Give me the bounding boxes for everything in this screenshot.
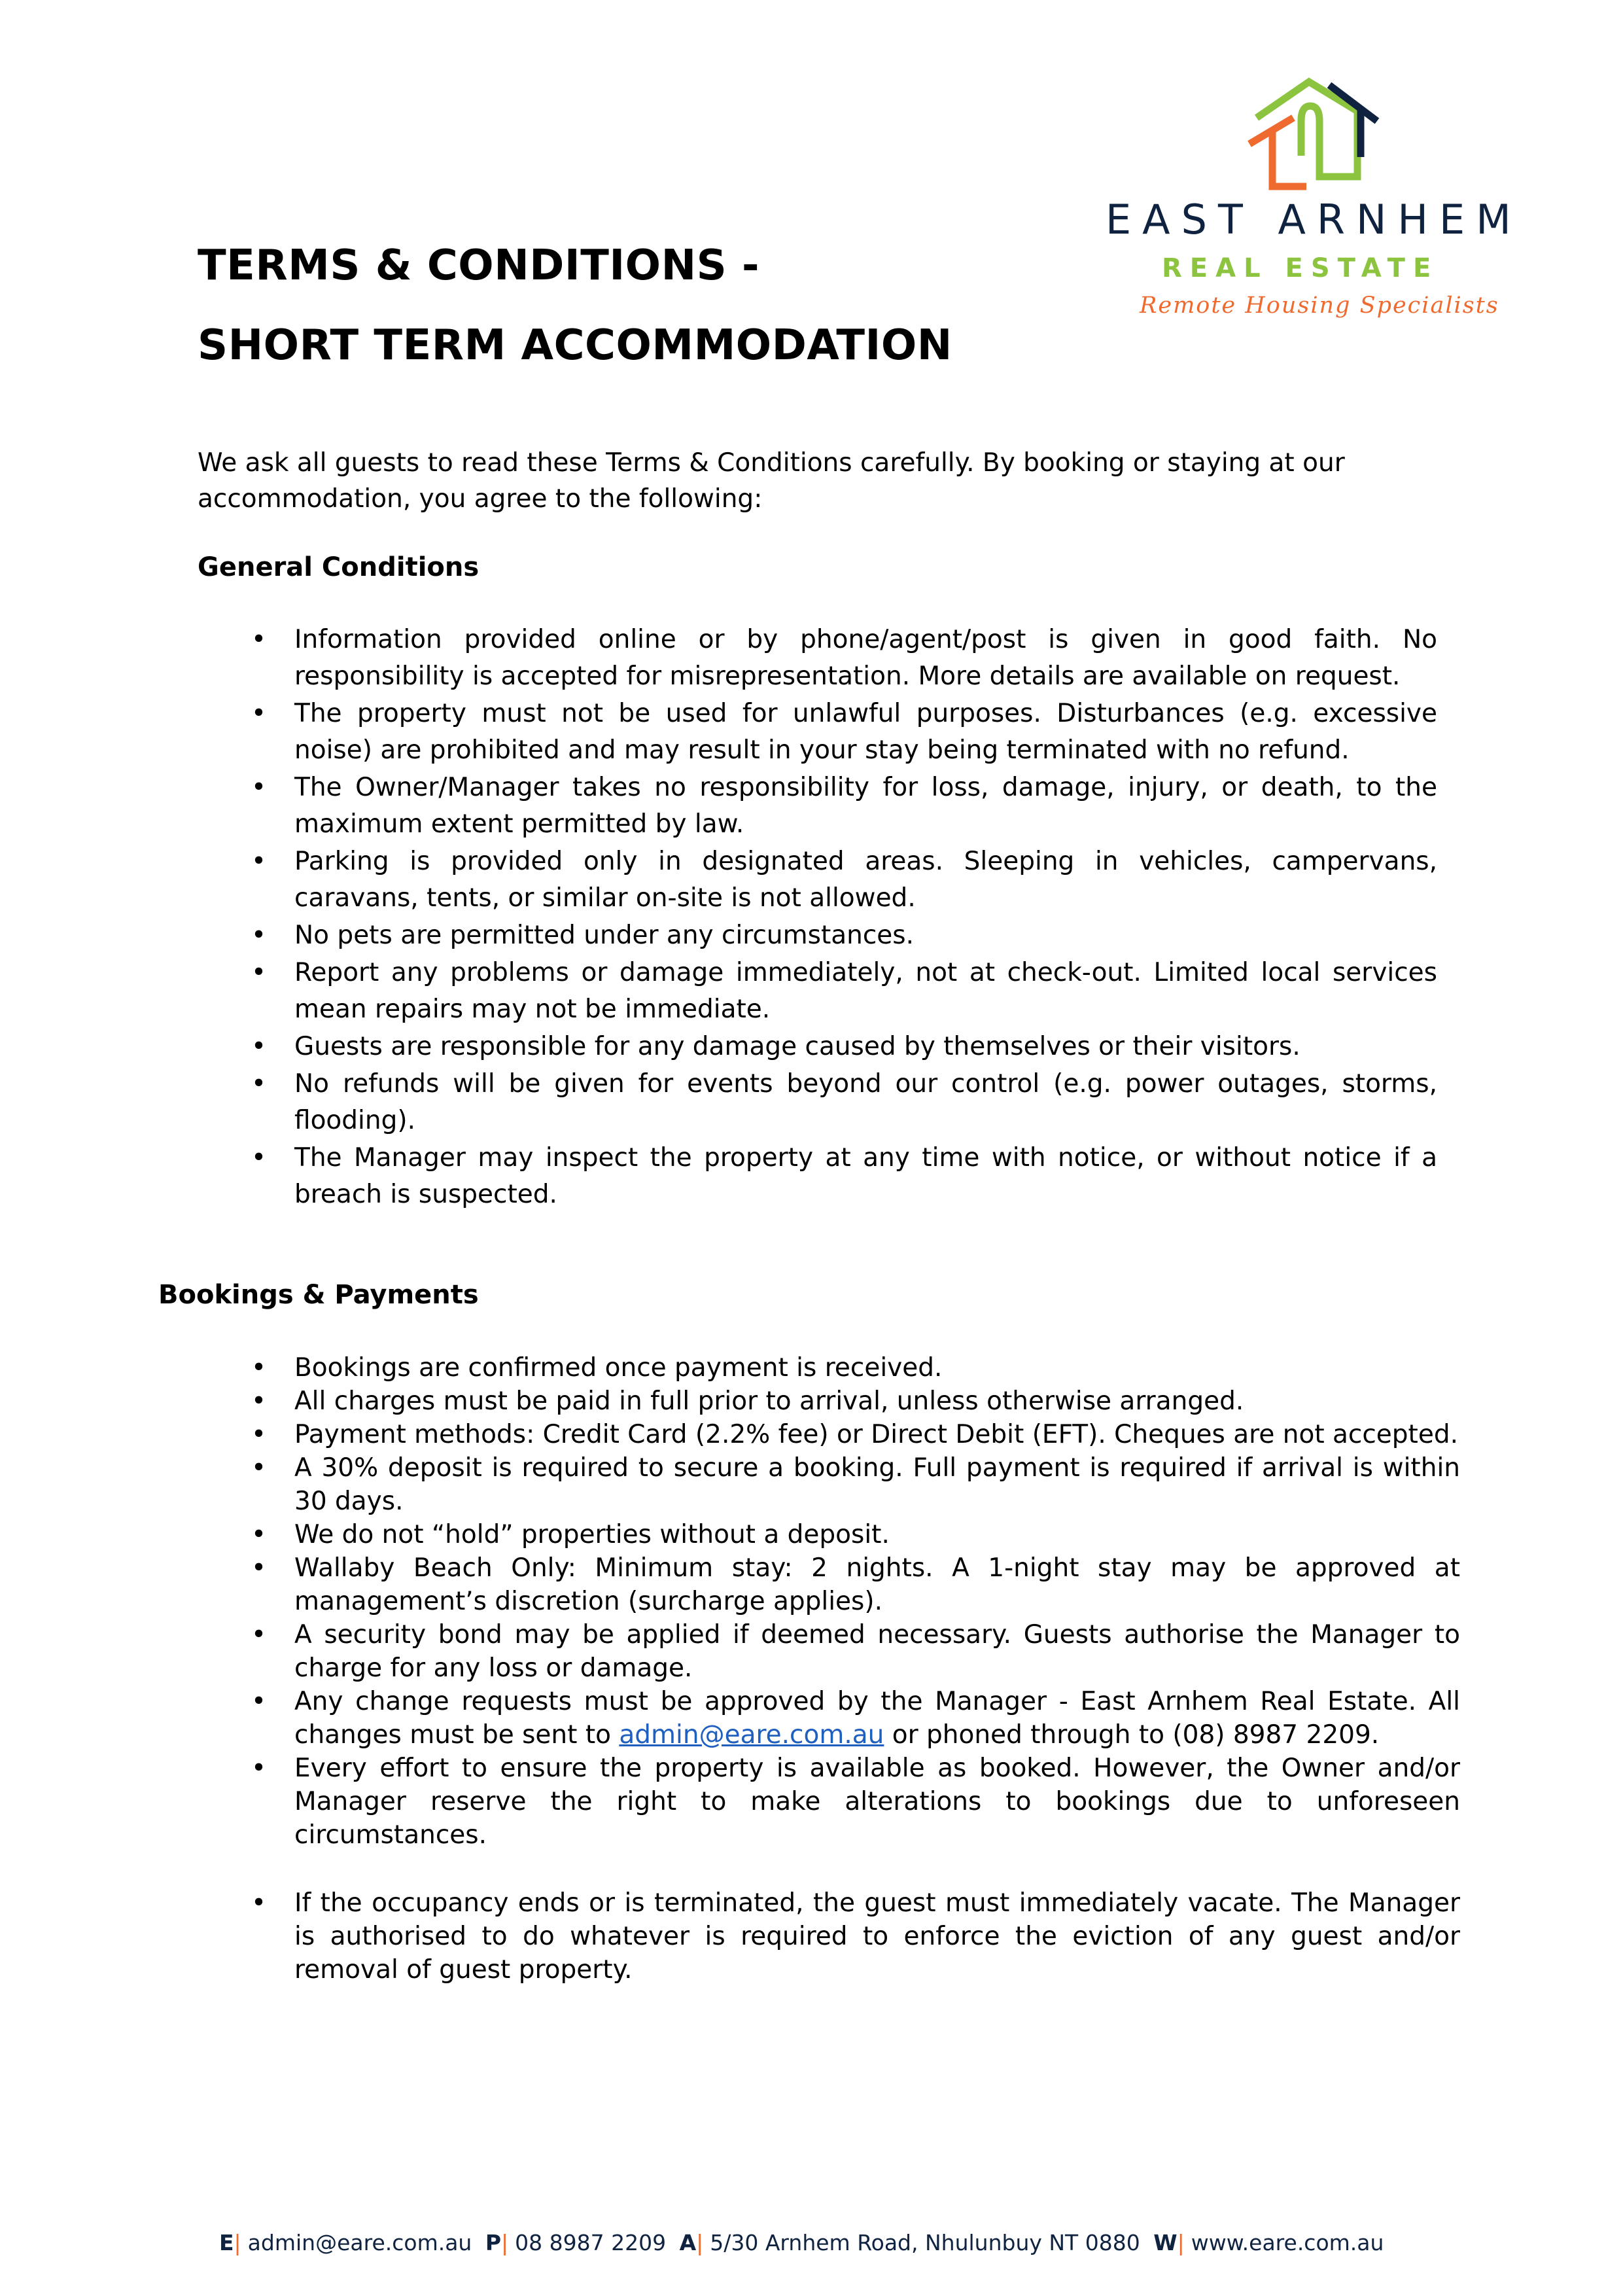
list-item-text: Any change requests must be approved by the Manager - East Arnhem Real Estate. All changes must be sent to xyxy=(294,1687,1460,1750)
list-item-text: Bookings are confirmed once payment is received. xyxy=(294,1353,943,1383)
footer-website[interactable]: www.eare.com.au xyxy=(1191,2230,1384,2255)
list-item-text: No pets are permitted under any circumstances. xyxy=(294,921,915,950)
list-item xyxy=(198,622,1437,695)
bullet-icon: • xyxy=(251,1888,267,1918)
company-logo xyxy=(1106,65,1537,334)
list-item-text: No refunds will be given for events beyond our control (e.g. power outages, storms, flooding). xyxy=(294,1069,1437,1135)
list-item-text: A 30% deposit is required to secure a booking. Full payment is required if arrival is within 30 days. xyxy=(294,1453,1460,1516)
list-item xyxy=(198,1618,1460,1685)
bullet-icon: • xyxy=(251,1754,267,1783)
separator: | xyxy=(501,2230,509,2255)
list-item xyxy=(198,769,1437,843)
bullet-icon: • xyxy=(251,1520,267,1549)
list-item xyxy=(198,843,1437,917)
list-item xyxy=(198,1752,1460,1852)
list-item xyxy=(198,1518,1460,1551)
intro-paragraph: We ask all guests to read these Terms & Conditions carefully. By booking or staying at our accommodation, you agree to the following: xyxy=(198,448,1345,514)
bullet-icon: • xyxy=(251,1032,267,1061)
list-item-text: Parking is provided only in designated areas. Sleeping in vehicles, campervans, caravans, tents, or similar on-site is not allowed. xyxy=(294,847,1437,913)
document-body xyxy=(158,445,1460,1985)
list-item xyxy=(198,1451,1460,1518)
brand-tagline: Remote Housing Specialists xyxy=(1140,292,1499,319)
list-item xyxy=(198,1029,1437,1065)
list-item-text: A security bond may be applied if deemed necessary. Guests authorise the Manager to charge for any loss or damage. xyxy=(294,1620,1460,1683)
list-item xyxy=(198,1066,1437,1139)
phone-label: P xyxy=(485,2230,502,2255)
list-item xyxy=(198,1351,1460,1385)
list-item-text: We do not “hold” properties without a deposit. xyxy=(294,1520,890,1549)
section-heading-general: General Conditions xyxy=(198,552,480,582)
footer-address: 5/30 Arnhem Road, Nhulunbuy NT 0880 xyxy=(710,2230,1140,2255)
list-item xyxy=(198,1551,1460,1618)
separator: | xyxy=(1177,2230,1185,2255)
bullet-icon: • xyxy=(251,1620,267,1650)
section-heading-bookings: Bookings & Payments xyxy=(158,1280,479,1310)
separator: | xyxy=(234,2230,241,2255)
bullet-icon: • xyxy=(251,847,267,876)
footer-email[interactable]: admin@eare.com.au xyxy=(247,2230,472,2255)
list-item-text: Information provided online or by phone/agent/post is given in good faith. No responsibility is accepted for misrepresentation. More details are available on request. xyxy=(294,625,1437,691)
list-item-text: Payment methods: Credit Card (2.2% fee) or Direct Debit (EFT). Cheques are not accepted. xyxy=(294,1420,1458,1449)
list-item-text: The property must not be used for unlawful purposes. Disturbances (e.g. excessive noise) are prohibited and may result in your stay being terminated with no refund. xyxy=(294,699,1437,765)
email-link[interactable]: admin@eare.com.au xyxy=(619,1720,884,1750)
bullet-icon: • xyxy=(251,958,267,987)
list-item xyxy=(198,1418,1460,1451)
list-item-text: The Manager may inspect the property at any time with notice, or without notice if a breach is suspected. xyxy=(294,1143,1437,1209)
separator: | xyxy=(696,2230,704,2255)
page-title xyxy=(198,226,952,385)
bullet-icon: • xyxy=(251,699,267,728)
list-item xyxy=(198,1685,1460,1752)
web-label: W xyxy=(1153,2230,1178,2255)
bullet-icon: • xyxy=(251,1687,267,1716)
list-item xyxy=(198,1385,1460,1418)
page-title-line-2: SHORT TERM ACCOMMODATION xyxy=(198,321,952,370)
list-item-text: Guests are responsible for any damage caused by themselves or their visitors. xyxy=(294,1032,1300,1061)
list-item-text: or phoned through to (08) 8987 2209. xyxy=(884,1720,1380,1750)
bookings-payments-list xyxy=(198,1351,1460,1987)
house-logo-icon xyxy=(1246,72,1416,196)
bullet-icon: • xyxy=(251,1386,267,1416)
bullet-icon: • xyxy=(251,1353,267,1383)
bullet-icon: • xyxy=(251,1553,267,1583)
bullet-icon: • xyxy=(251,773,267,802)
bullet-icon: • xyxy=(251,1069,267,1099)
general-conditions-list xyxy=(198,622,1437,1214)
list-item xyxy=(198,696,1437,769)
list-item-text: The Owner/Manager takes no responsibility for loss, damage, injury, or death, to the maximum extent permitted by law. xyxy=(294,773,1437,839)
list-item xyxy=(198,1886,1460,1987)
brand-subtitle: REAL ESTATE xyxy=(1162,253,1439,283)
bullet-icon: • xyxy=(251,1143,267,1173)
bullet-icon: • xyxy=(251,1453,267,1483)
list-item xyxy=(198,1140,1437,1213)
list-item-text: Every effort to ensure the property is available as booked. However, the Owner and/or Manager reserve the right to make alterations to bookings due to unforeseen circumstances. xyxy=(294,1754,1460,1850)
footer-phone: 08 8987 2209 xyxy=(515,2230,667,2255)
list-item-text: If the occupancy ends or is terminated, the guest must immediately vacate. The Manager is authorised to do whatever is required to enforce the eviction of any guest and/or removal of guest property. xyxy=(294,1888,1460,1985)
brand-name: EAST ARNHEM xyxy=(1106,196,1522,243)
email-label: E xyxy=(219,2230,234,2255)
address-label: A xyxy=(679,2230,697,2255)
footer-contact xyxy=(219,2230,1390,2255)
list-item-text: Report any problems or damage immediately, not at check-out. Limited local services mean repairs may not be immediate. xyxy=(294,958,1437,1024)
bullet-icon: • xyxy=(251,1420,267,1449)
list-item xyxy=(198,917,1437,954)
bullet-icon: • xyxy=(251,921,267,950)
list-item-text: Wallaby Beach Only: Minimum stay: 2 nights. A 1-night stay may be approved at management’s discretion (surcharge applies). xyxy=(294,1553,1460,1616)
list-item xyxy=(198,955,1437,1028)
list-item-text: All charges must be paid in full prior to arrival, unless otherwise arranged. xyxy=(294,1386,1244,1416)
bullet-icon: • xyxy=(251,625,267,654)
page-title-line-1: TERMS & CONDITIONS - xyxy=(198,241,760,290)
